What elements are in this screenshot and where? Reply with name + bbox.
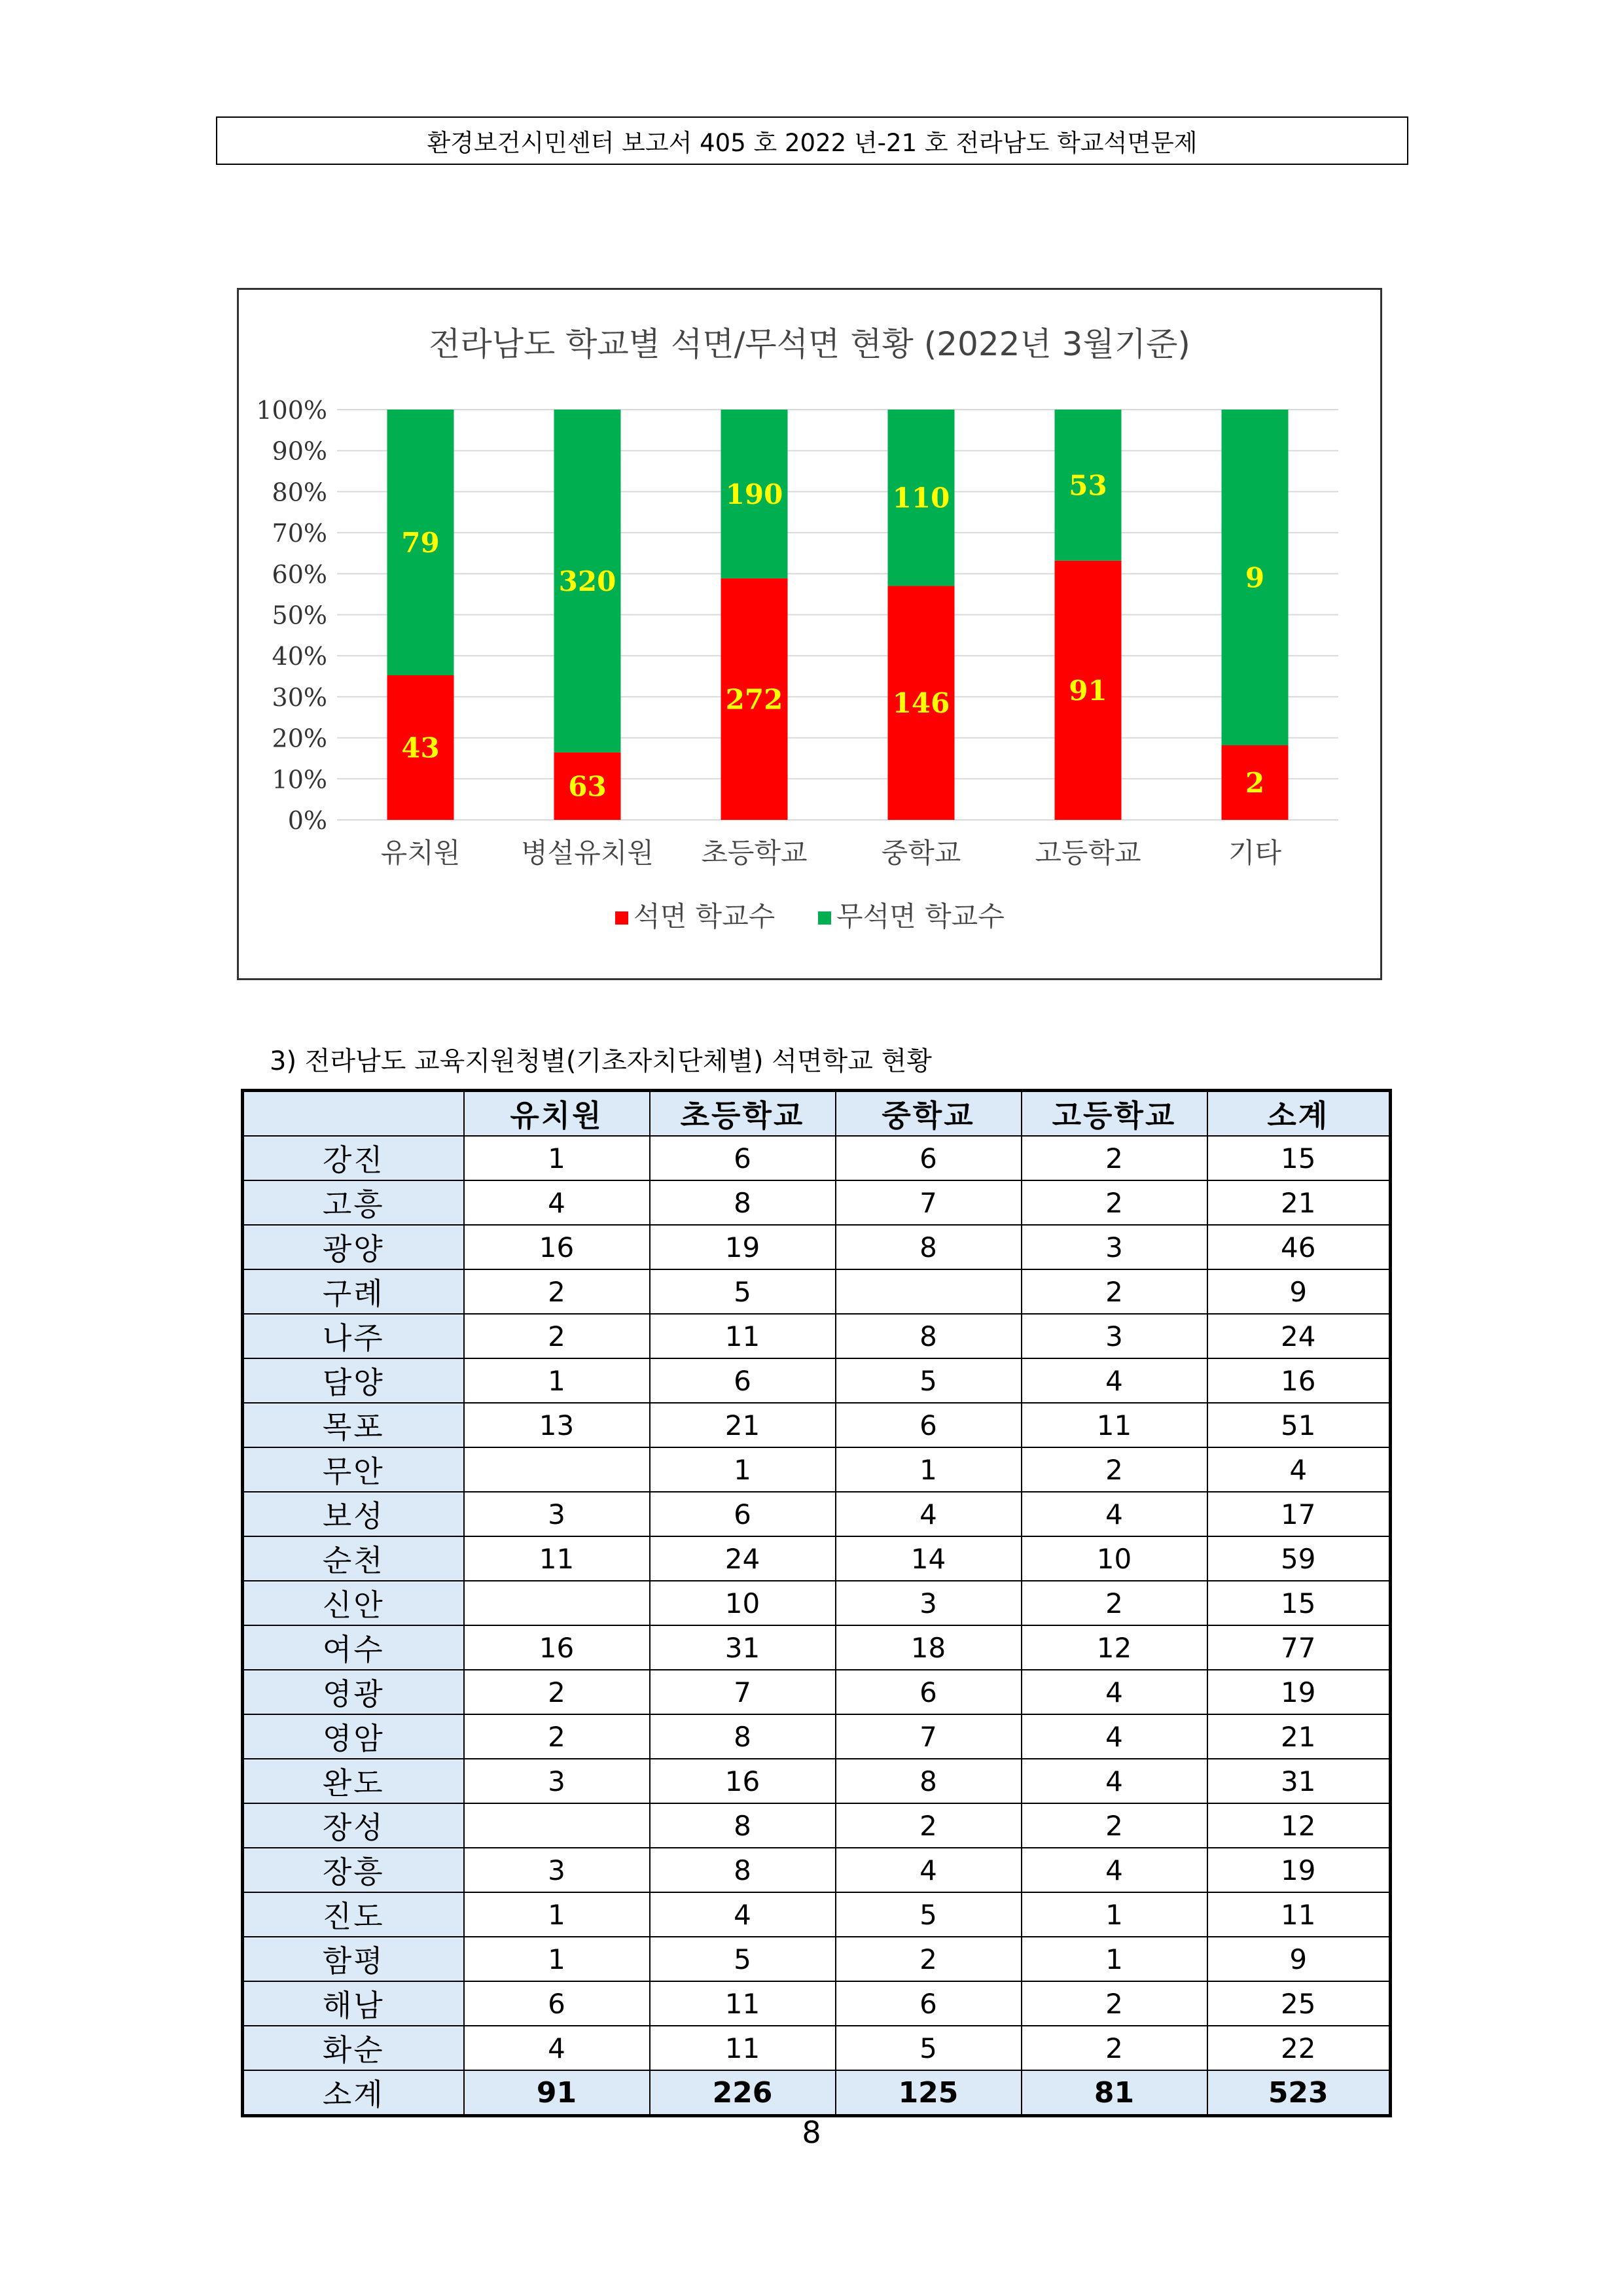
y-tick-label: 90%: [272, 436, 327, 466]
table-cell: 2: [1022, 1180, 1207, 1225]
data-label: 110: [892, 482, 950, 514]
total-cell: 81: [1022, 2070, 1207, 2116]
table-row: [243, 1848, 1391, 1892]
data-label: 146: [892, 687, 950, 720]
table-cell: 6: [464, 1981, 650, 2026]
table-cell: 4: [464, 1180, 650, 1225]
table-cell: 1: [836, 1447, 1022, 1492]
table-cell: 11: [650, 1981, 836, 2026]
table-total-row: [243, 2070, 1391, 2116]
page-number: 8: [802, 2115, 821, 2150]
data-label: 9: [1245, 561, 1265, 594]
table-row: [243, 1314, 1391, 1358]
report-header: [216, 116, 1408, 165]
table-cell: [464, 1803, 650, 1848]
table-cell: 1: [1022, 1937, 1207, 1981]
table-cell: 2: [1022, 1581, 1207, 1625]
data-label: 63: [568, 770, 607, 803]
table-cell: 12: [1022, 1625, 1207, 1670]
table-cell: 8: [650, 1803, 836, 1848]
data-label: 53: [1069, 469, 1107, 502]
table-cell: 1: [464, 1358, 650, 1403]
table-row: [243, 1892, 1391, 1937]
district-name: 화순: [243, 2026, 464, 2070]
table-cell: 13: [464, 1403, 650, 1447]
table-cell: 12: [1207, 1803, 1391, 1848]
table-row: [243, 1714, 1391, 1759]
y-tick-label: 0%: [287, 806, 327, 835]
y-tick-label: 40%: [272, 642, 327, 671]
table-cell: 17: [1207, 1492, 1391, 1536]
x-tick-label: 기타: [1228, 837, 1282, 869]
district-name: 장성: [243, 1803, 464, 1848]
y-tick-label: 20%: [272, 724, 327, 753]
table-header-high: 고등학교: [1022, 1091, 1207, 1137]
table-cell: 3: [1022, 1314, 1207, 1358]
data-label: 43: [401, 732, 440, 764]
table-cell: 3: [464, 1492, 650, 1536]
table-cell: 24: [650, 1536, 836, 1581]
district-name: 구례: [243, 1269, 464, 1314]
table-cell: 31: [650, 1625, 836, 1670]
table-cell: 3: [836, 1581, 1022, 1625]
district-name: 완도: [243, 1759, 464, 1803]
table-cell: 1: [464, 1937, 650, 1981]
table-cell: 4: [1022, 1358, 1207, 1403]
table-row: [243, 1536, 1391, 1581]
table-cell: 2: [464, 1714, 650, 1759]
table-cell: [464, 1447, 650, 1492]
table-cell: 18: [836, 1625, 1022, 1670]
table-cell: 9: [1207, 1937, 1391, 1981]
table-cell: 21: [650, 1403, 836, 1447]
table-cell: 2: [1022, 2026, 1207, 2070]
table-cell: 4: [1022, 1670, 1207, 1714]
table-cell: 31: [1207, 1759, 1391, 1803]
table-cell: 15: [1207, 1136, 1391, 1180]
table-cell: 2: [1022, 1136, 1207, 1180]
table-cell: 4: [464, 2026, 650, 2070]
table-cell: 24: [1207, 1314, 1391, 1358]
table-cell: 59: [1207, 1536, 1391, 1581]
y-tick-label: 80%: [272, 478, 327, 507]
table-cell: 5: [836, 1358, 1022, 1403]
table-cell: 8: [650, 1180, 836, 1225]
table-cell: 7: [836, 1714, 1022, 1759]
table-cell: 3: [1022, 1225, 1207, 1269]
table-cell: 8: [650, 1848, 836, 1892]
y-tick-label: 70%: [272, 519, 327, 548]
table-cell: 16: [464, 1625, 650, 1670]
table-cell: 8: [650, 1714, 836, 1759]
table-cell: 2: [1022, 1447, 1207, 1492]
table-header-elementary: 초등학교: [650, 1091, 836, 1137]
table-cell: 4: [1022, 1492, 1207, 1536]
table-cell: 15: [1207, 1581, 1391, 1625]
x-tick-label: 고등학교: [1035, 837, 1141, 869]
table-cell: 11: [1022, 1403, 1207, 1447]
table-cell: 51: [1207, 1403, 1391, 1447]
table-row: [243, 1581, 1391, 1625]
asbestos-chart: [237, 288, 1382, 980]
table-cell: 11: [650, 2026, 836, 2070]
table-cell: 6: [836, 1403, 1022, 1447]
table-cell: 2: [836, 1803, 1022, 1848]
table-cell: 3: [464, 1848, 650, 1892]
district-name: 장흥: [243, 1848, 464, 1892]
table-row: [243, 1136, 1391, 1180]
table-cell: 2: [464, 1269, 650, 1314]
y-tick-label: 50%: [272, 601, 327, 630]
table-cell: 5: [836, 2026, 1022, 2070]
table-cell: 2: [836, 1937, 1022, 1981]
y-tick-label: 100%: [256, 396, 327, 425]
table-cell: 6: [836, 1981, 1022, 2026]
table-cell: 4: [1022, 1714, 1207, 1759]
table-header-subtotal: 소계: [1207, 1091, 1391, 1137]
district-name: 함평: [243, 1937, 464, 1981]
district-name: 목포: [243, 1403, 464, 1447]
table-cell: 21: [1207, 1180, 1391, 1225]
total-cell: 523: [1207, 2070, 1391, 2116]
table-cell: 4: [1207, 1447, 1391, 1492]
district-name: 신안: [243, 1581, 464, 1625]
table-row: [243, 1937, 1391, 1981]
table-cell: 4: [1022, 1759, 1207, 1803]
stacked-bar-chart: [239, 290, 1380, 978]
table-row: [243, 1403, 1391, 1447]
district-name: 고흥: [243, 1180, 464, 1225]
table-header-corner: [243, 1091, 464, 1137]
table-cell: 11: [1207, 1892, 1391, 1937]
table-cell: 2: [464, 1314, 650, 1358]
table-row: [243, 1492, 1391, 1536]
table-cell: 11: [464, 1536, 650, 1581]
table-cell: 1: [464, 1892, 650, 1937]
table-cell: 5: [650, 1937, 836, 1981]
table-cell: 2: [1022, 1269, 1207, 1314]
y-tick-label: 10%: [272, 765, 327, 794]
table-cell: 5: [650, 1269, 836, 1314]
y-tick-label: 60%: [272, 559, 327, 589]
table-cell: 8: [836, 1759, 1022, 1803]
district-name: 담양: [243, 1358, 464, 1403]
table-row: [243, 1803, 1391, 1848]
district-name: 보성: [243, 1492, 464, 1536]
table-cell: 16: [1207, 1358, 1391, 1403]
table-cell: 8: [836, 1225, 1022, 1269]
table-cell: 3: [464, 1759, 650, 1803]
table-cell: 77: [1207, 1625, 1391, 1670]
table-cell: 1: [650, 1447, 836, 1492]
data-label: 2: [1245, 767, 1265, 799]
data-label: 91: [1069, 674, 1107, 707]
table-row: [243, 1358, 1391, 1403]
y-tick-label: 30%: [272, 682, 327, 712]
table-row: [243, 1981, 1391, 2026]
total-cell: 226: [650, 2070, 836, 2116]
table-cell: 22: [1207, 2026, 1391, 2070]
table-cell: [464, 1581, 650, 1625]
table-cell: 5: [836, 1892, 1022, 1937]
table-row: [243, 1180, 1391, 1225]
table-row: [243, 1670, 1391, 1714]
report-header-text: 환경보건시민센터 보고서 405 호 2022 년-21 호 전라남도 학교석면문제: [427, 129, 1198, 157]
table-cell: 11: [650, 1314, 836, 1358]
table-row: [243, 1625, 1391, 1670]
data-label: 190: [725, 478, 783, 510]
table-cell: 14: [836, 1536, 1022, 1581]
table-cell: 46: [1207, 1225, 1391, 1269]
total-cell: 125: [836, 2070, 1022, 2116]
total-label: 소계: [243, 2070, 464, 2116]
x-tick-label: 중학교: [881, 837, 961, 869]
district-name: 강진: [243, 1136, 464, 1180]
table-cell: 16: [650, 1759, 836, 1803]
total-cell: 91: [464, 2070, 650, 2116]
table-cell: 7: [650, 1670, 836, 1714]
table-cell: 2: [1022, 1803, 1207, 1848]
district-name: 나주: [243, 1314, 464, 1358]
district-name: 진도: [243, 1892, 464, 1937]
table-row: [243, 2026, 1391, 2070]
table-cell: 2: [1022, 1981, 1207, 2026]
district-name: 해남: [243, 1981, 464, 2026]
table-header-kindergarten: 유치원: [464, 1091, 650, 1137]
table-cell: 6: [836, 1670, 1022, 1714]
table-row: [243, 1269, 1391, 1314]
table-cell: 4: [1022, 1848, 1207, 1892]
table-cell: 2: [464, 1670, 650, 1714]
x-tick-label: 병설유치원: [521, 837, 654, 869]
table-cell: 7: [836, 1180, 1022, 1225]
table-cell: 16: [464, 1225, 650, 1269]
district-name: 영암: [243, 1714, 464, 1759]
legend-label-asbestos: 석면 학교수: [633, 900, 776, 932]
legend-swatch-non-asbestos: [818, 911, 831, 925]
table-header-row: [243, 1091, 1391, 1137]
chart-title: 전라남도 학교별 석면/무석면 현황 (2022년 3월기준): [429, 325, 1190, 363]
table-cell: 4: [836, 1492, 1022, 1536]
table-cell: 4: [650, 1892, 836, 1937]
table-cell: 6: [650, 1358, 836, 1403]
district-table: [241, 1089, 1392, 2117]
table-row: [243, 1447, 1391, 1492]
table-cell: 1: [1022, 1892, 1207, 1937]
table-row: [243, 1225, 1391, 1269]
table-cell: 25: [1207, 1981, 1391, 2026]
legend-label-non-asbestos: 무석면 학교수: [836, 900, 1005, 932]
data-label: 79: [401, 527, 440, 559]
district-name: 무안: [243, 1447, 464, 1492]
table-cell: 6: [650, 1492, 836, 1536]
district-name: 여수: [243, 1625, 464, 1670]
table-row: [243, 1759, 1391, 1803]
table-cell: 4: [836, 1848, 1022, 1892]
table-cell: 19: [1207, 1848, 1391, 1892]
data-label: 320: [558, 565, 616, 597]
legend-swatch-asbestos: [615, 911, 628, 925]
table-cell: 21: [1207, 1714, 1391, 1759]
x-tick-label: 초등학교: [701, 837, 808, 869]
table-cell: 19: [650, 1225, 836, 1269]
section-title: 3) 전라남도 교육지원청별(기초자치단체별) 석면학교 현황: [270, 1046, 932, 1076]
table-cell: 10: [650, 1581, 836, 1625]
district-name: 영광: [243, 1670, 464, 1714]
table-cell: 8: [836, 1314, 1022, 1358]
district-name: 광양: [243, 1225, 464, 1269]
table-header-middle: 중학교: [836, 1091, 1022, 1137]
table-cell: 6: [650, 1136, 836, 1180]
table-cell: 10: [1022, 1536, 1207, 1581]
table-cell: 6: [836, 1136, 1022, 1180]
district-name: 순천: [243, 1536, 464, 1581]
data-label: 272: [725, 683, 783, 716]
table-cell: 19: [1207, 1670, 1391, 1714]
table-cell: 9: [1207, 1269, 1391, 1314]
table-cell: [836, 1269, 1022, 1314]
table-cell: 1: [464, 1136, 650, 1180]
x-tick-label: 유치원: [380, 837, 461, 869]
